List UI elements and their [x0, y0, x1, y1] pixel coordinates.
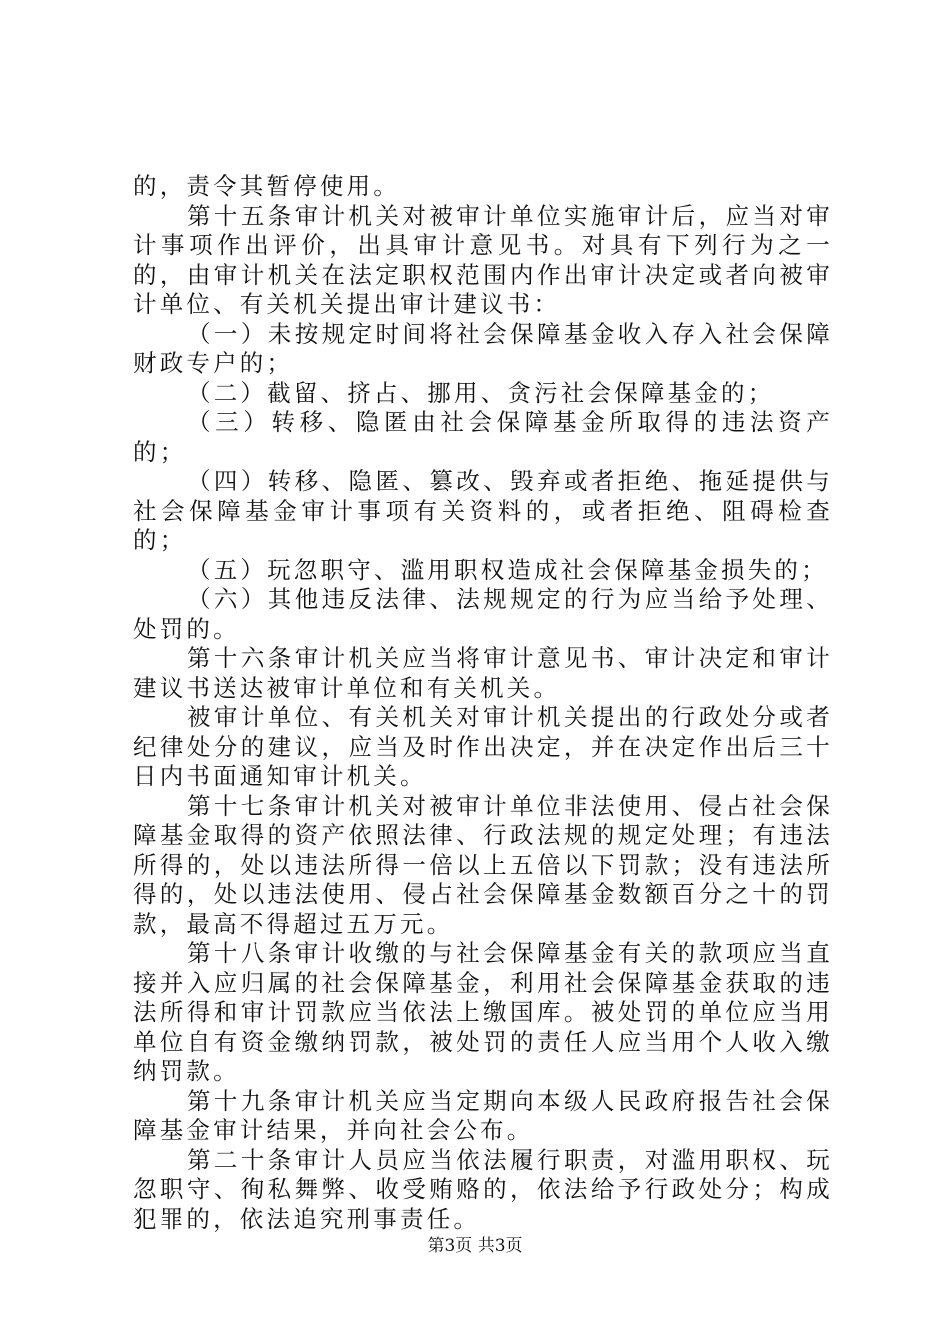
paragraph-item-5: （五）玩忽职守、滥用职权造成社会保障基金损失的； [187, 555, 828, 584]
paragraph-item-1: （一）未按规定时间将社会保障基金收入存入社会保障财政专户的； [133, 319, 833, 377]
paragraph-article-16: 第十六条审计机关应当将审计意见书、审计决定和审计建议书送达被审计单位和有关机关。 [133, 644, 833, 702]
paragraph-item-6: （六）其他违反法律、法规规定的行为应当给予处理、处罚的。 [133, 585, 833, 643]
page-number-footer: 第3页 共3页 [427, 1236, 523, 1256]
paragraph-item-3: （三）转移、隐匿由社会保障基金所取得的违法资产的； [133, 408, 833, 466]
paragraph-continuation: 的，责令其暂停使用。 [133, 172, 400, 200]
paragraph-item-4: （四）转移、隐匿、篡改、毁弃或者拒绝、拖延提供与社会保障基金审计事项有关资料的，或者拒绝、阻碍检查的； [133, 467, 833, 554]
paragraph-article-19: 第十九条审计机关应当定期向本级人民政府报告社会保障基金审计结果，并向社会公布。 [133, 1086, 833, 1144]
paragraph-article-15: 第十五条审计机关对被审计单位实施审计后，应当对审计事项作出评价，出具审计意见书。对具有下列行为之一的，由审计机关在法定职权范围内作出审计决定或者向被审计单位、有关机关提出审计建议书： [133, 201, 833, 318]
paragraph-item-2: （二）截留、挤占、挪用、贪污社会保障基金的； [187, 378, 775, 407]
document-body [133, 172, 833, 1234]
paragraph-article-18: 第十八条审计收缴的与社会保障基金有关的款项应当直接并入应归属的社会保障基金，利用社会保障基金获取的违法所得和审计罚款应当依法上缴国库。被处罚的单位应当用单位自有资金缴纳罚款，被处罚的责任人应当用个人收入缴纳罚款。 [133, 939, 833, 1085]
paragraph-article-17: 第十七条审计机关对被审计单位非法使用、侵占社会保障基金取得的资产依照法律、行政法规的规定处理；有违法所得的，处以违法所得一倍以上五倍以下罚款；没有违法所得的，处以违法使用、侵占社会保障基金数额百分之十的罚款，最高不得超过五万元。 [133, 791, 833, 938]
paragraph-article-20: 第二十条审计人员应当依法履行职责，对滥用职权、玩忽职守、徇私舞弊、收受贿赂的，依法给予行政处分；构成犯罪的，依法追究刑事责任。 [133, 1145, 833, 1233]
paragraph-article-16-clause: 被审计单位、有关机关对审计机关提出的行政处分或者纪律处分的建议，应当及时作出决定，并在决定作出后三十日内书面通知审计机关。 [133, 703, 833, 790]
